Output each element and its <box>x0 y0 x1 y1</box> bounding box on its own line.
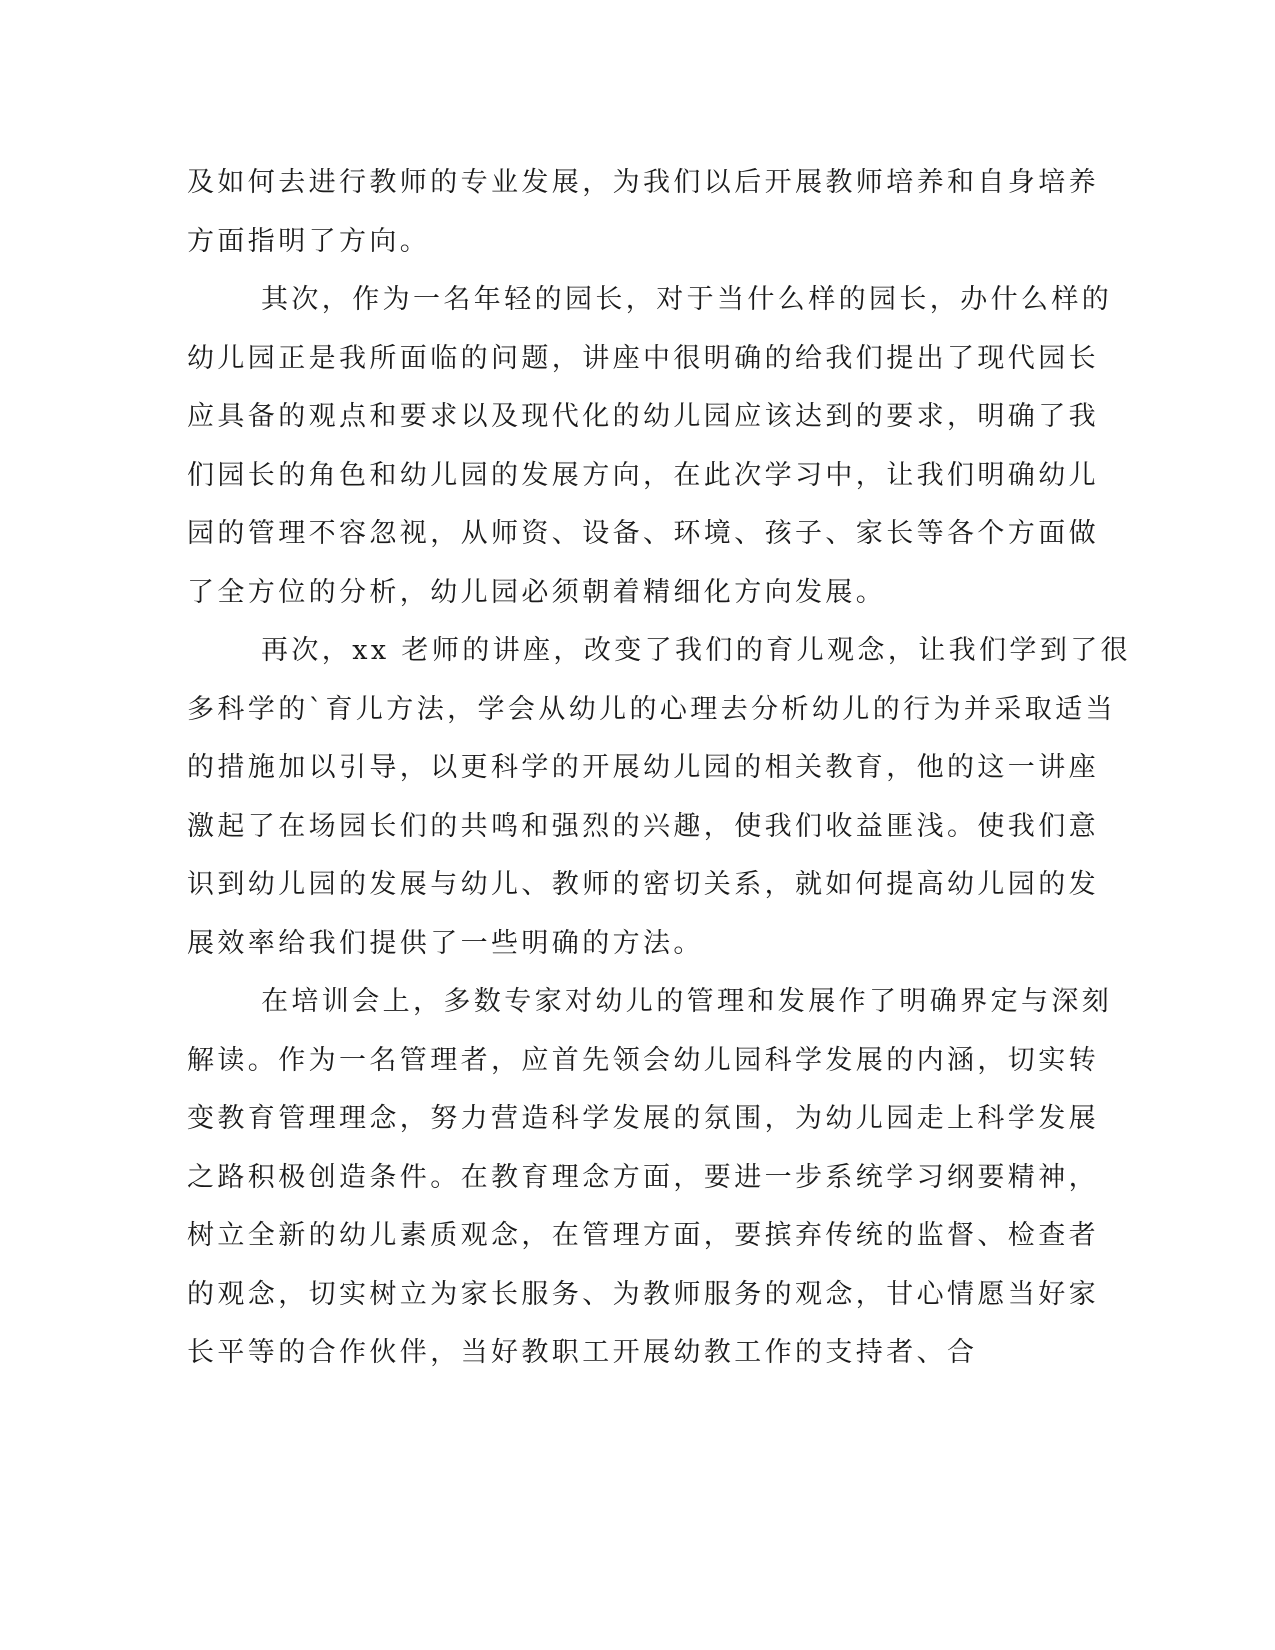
paragraph-start-line: 其次，作为一名年轻的园长，对于当什么样的园长，办什么样的 <box>261 284 1113 315</box>
text-line: 的措施加以引导，以更科学的开展幼儿园的相关教育，他的这一讲座 <box>187 752 1099 783</box>
paragraph-start-line: 再次，xx 老师的讲座，改变了我们的育儿观念，让我们学到了很 <box>261 635 1132 666</box>
text-line: 展效率给我们提供了一些明确的方法。 <box>187 928 704 959</box>
text-line: 园的管理不容忽视，从师资、设备、环境、孩子、家长等各个方面做 <box>187 518 1099 549</box>
paragraph-start-line: 在培训会上，多数专家对幼儿的管理和发展作了明确界定与深刻 <box>261 986 1113 1017</box>
text-line: 的观念，切实树立为家长服务、为教师服务的观念，甘心情愿当好家 <box>187 1279 1099 1310</box>
text-line: 多科学的`育儿方法，学会从幼儿的心理去分析幼儿的行为并采取适当 <box>187 694 1116 725</box>
text-line: 幼儿园正是我所面临的问题，讲座中很明确的给我们提出了现代园长 <box>187 343 1099 374</box>
text-line: 及如何去进行教师的专业发展，为我们以后开展教师培养和自身培养 <box>187 167 1099 198</box>
text-line: 们园长的角色和幼儿园的发展方向，在此次学习中，让我们明确幼儿 <box>187 460 1099 491</box>
text-line: 识到幼儿园的发展与幼儿、教师的密切关系，就如何提高幼儿园的发 <box>187 869 1099 900</box>
text-line: 了全方位的分析，幼儿园必须朝着精细化方向发展。 <box>187 577 887 608</box>
text-line: 解读。作为一名管理者，应首先领会幼儿园科学发展的内涵，切实转 <box>187 1045 1099 1076</box>
text-line: 之路积极创造条件。在教育理念方面，要进一步系统学习纲要精神， <box>187 1162 1099 1193</box>
text-line: 激起了在场园长们的共鸣和强烈的兴趣，使我们收益匪浅。使我们意 <box>187 811 1099 842</box>
text-line: 应具备的观点和要求以及现代化的幼儿园应该达到的要求，明确了我 <box>187 401 1099 432</box>
text-line: 变教育管理理念，努力营造科学发展的氛围，为幼儿园走上科学发展 <box>187 1103 1099 1134</box>
text-line: 长平等的合作伙伴，当好教职工开展幼教工作的支持者、合 <box>187 1337 978 1368</box>
text-line: 方面指明了方向。 <box>187 226 431 257</box>
text-line: 树立全新的幼儿素质观念，在管理方面，要摈弃传统的监督、检查者 <box>187 1220 1099 1251</box>
